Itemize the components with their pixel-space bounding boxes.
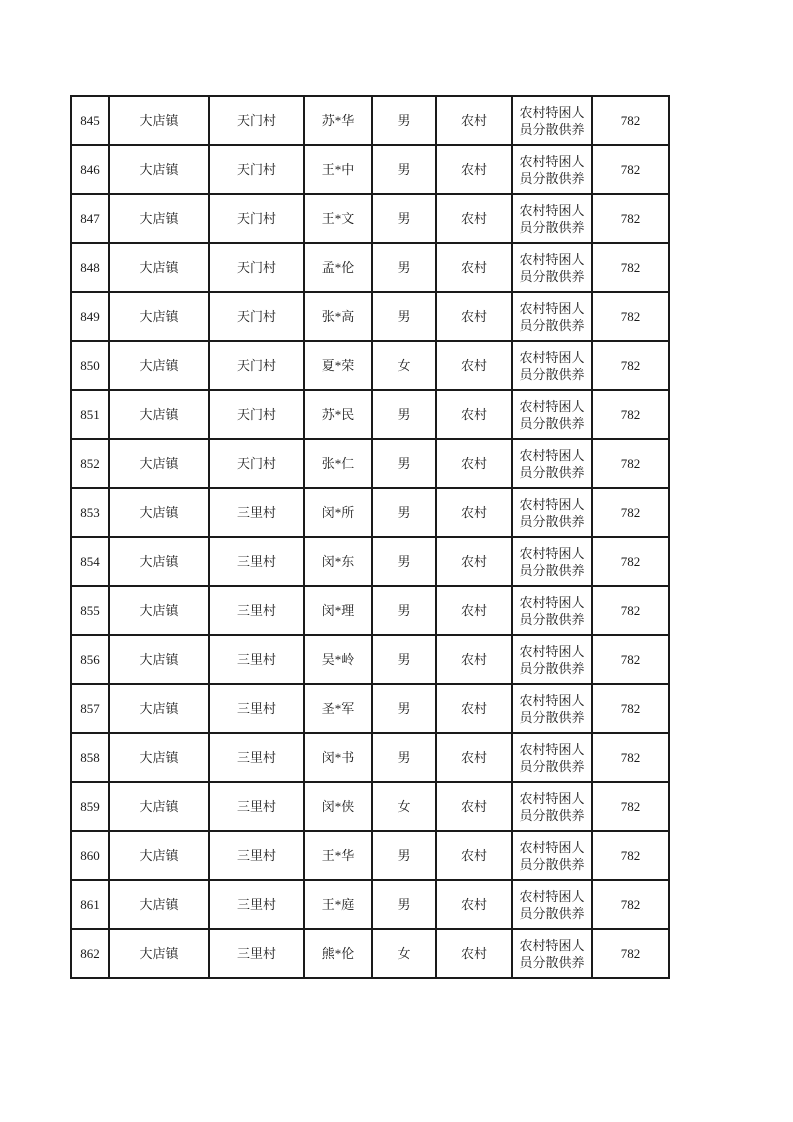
cell-name: 王*中: [304, 145, 372, 194]
cell-area-type: 农村: [436, 488, 512, 537]
table-row: [71, 880, 669, 929]
cell-area-type: 农村: [436, 341, 512, 390]
cell-amount: 782: [592, 537, 669, 586]
cell-support-category: 农村特困人员分散供养: [512, 929, 592, 978]
cell-gender: 男: [372, 831, 436, 880]
cell-serial-number: 850: [71, 341, 109, 390]
cell-village: 天门村: [209, 243, 304, 292]
cell-support-category: 农村特困人员分散供养: [512, 782, 592, 831]
cell-village: 天门村: [209, 292, 304, 341]
cell-area-type: 农村: [436, 390, 512, 439]
cell-serial-number: 858: [71, 733, 109, 782]
cell-support-category: 农村特困人员分散供养: [512, 537, 592, 586]
cell-area-type: 农村: [436, 586, 512, 635]
cell-gender: 男: [372, 194, 436, 243]
cell-name: 王*庭: [304, 880, 372, 929]
cell-amount: 782: [592, 586, 669, 635]
cell-area-type: 农村: [436, 635, 512, 684]
cell-amount: 782: [592, 243, 669, 292]
cell-gender: 男: [372, 635, 436, 684]
cell-serial-number: 862: [71, 929, 109, 978]
cell-name: 闵*侠: [304, 782, 372, 831]
cell-area-type: 农村: [436, 880, 512, 929]
cell-name: 圣*军: [304, 684, 372, 733]
cell-gender: 男: [372, 880, 436, 929]
table-row: [71, 586, 669, 635]
cell-area-type: 农村: [436, 292, 512, 341]
cell-village: 三里村: [209, 831, 304, 880]
cell-area-type: 农村: [436, 733, 512, 782]
cell-village: 天门村: [209, 390, 304, 439]
cell-support-category: 农村特困人员分散供养: [512, 145, 592, 194]
table-row: [71, 488, 669, 537]
table-row: [71, 439, 669, 488]
cell-support-category: 农村特困人员分散供养: [512, 390, 592, 439]
cell-serial-number: 860: [71, 831, 109, 880]
cell-amount: 782: [592, 390, 669, 439]
cell-gender: 女: [372, 782, 436, 831]
cell-town: 大店镇: [109, 733, 209, 782]
beneficiary-table: [70, 95, 670, 979]
cell-town: 大店镇: [109, 96, 209, 145]
cell-amount: 782: [592, 880, 669, 929]
cell-name: 王*华: [304, 831, 372, 880]
cell-town: 大店镇: [109, 341, 209, 390]
cell-name: 夏*荣: [304, 341, 372, 390]
cell-town: 大店镇: [109, 782, 209, 831]
cell-village: 三里村: [209, 733, 304, 782]
cell-town: 大店镇: [109, 537, 209, 586]
cell-support-category: 农村特困人员分散供养: [512, 831, 592, 880]
cell-serial-number: 847: [71, 194, 109, 243]
cell-support-category: 农村特困人员分散供养: [512, 684, 592, 733]
cell-village: 三里村: [209, 880, 304, 929]
cell-town: 大店镇: [109, 831, 209, 880]
cell-serial-number: 846: [71, 145, 109, 194]
cell-support-category: 农村特困人员分散供养: [512, 96, 592, 145]
cell-serial-number: 849: [71, 292, 109, 341]
table-row: [71, 341, 669, 390]
table-row: [71, 684, 669, 733]
table-row: [71, 243, 669, 292]
cell-town: 大店镇: [109, 684, 209, 733]
cell-village: 三里村: [209, 635, 304, 684]
cell-area-type: 农村: [436, 782, 512, 831]
cell-town: 大店镇: [109, 390, 209, 439]
cell-support-category: 农村特困人员分散供养: [512, 733, 592, 782]
cell-serial-number: 855: [71, 586, 109, 635]
cell-serial-number: 856: [71, 635, 109, 684]
cell-area-type: 农村: [436, 145, 512, 194]
cell-support-category: 农村特困人员分散供养: [512, 194, 592, 243]
table-row: [71, 96, 669, 145]
cell-gender: 女: [372, 341, 436, 390]
cell-village: 三里村: [209, 684, 304, 733]
cell-town: 大店镇: [109, 929, 209, 978]
table-row: [71, 194, 669, 243]
cell-town: 大店镇: [109, 880, 209, 929]
cell-amount: 782: [592, 831, 669, 880]
cell-area-type: 农村: [436, 537, 512, 586]
cell-name: 苏*民: [304, 390, 372, 439]
table-row: [71, 831, 669, 880]
cell-support-category: 农村特困人员分散供养: [512, 586, 592, 635]
cell-support-category: 农村特困人员分散供养: [512, 292, 592, 341]
cell-village: 天门村: [209, 439, 304, 488]
cell-amount: 782: [592, 733, 669, 782]
cell-town: 大店镇: [109, 145, 209, 194]
cell-serial-number: 852: [71, 439, 109, 488]
cell-serial-number: 857: [71, 684, 109, 733]
cell-name: 王*文: [304, 194, 372, 243]
table-row: [71, 782, 669, 831]
cell-gender: 男: [372, 96, 436, 145]
table-row: [71, 537, 669, 586]
cell-serial-number: 853: [71, 488, 109, 537]
cell-amount: 782: [592, 684, 669, 733]
cell-town: 大店镇: [109, 439, 209, 488]
cell-name: 吴*岭: [304, 635, 372, 684]
cell-name: 闵*东: [304, 537, 372, 586]
cell-village: 三里村: [209, 537, 304, 586]
cell-support-category: 农村特困人员分散供养: [512, 243, 592, 292]
cell-serial-number: 859: [71, 782, 109, 831]
cell-gender: 男: [372, 145, 436, 194]
cell-town: 大店镇: [109, 586, 209, 635]
cell-serial-number: 861: [71, 880, 109, 929]
cell-village: 天门村: [209, 96, 304, 145]
cell-amount: 782: [592, 488, 669, 537]
cell-gender: 男: [372, 390, 436, 439]
cell-amount: 782: [592, 929, 669, 978]
cell-name: 闵*书: [304, 733, 372, 782]
cell-gender: 女: [372, 929, 436, 978]
table-row: [71, 145, 669, 194]
cell-serial-number: 848: [71, 243, 109, 292]
cell-town: 大店镇: [109, 292, 209, 341]
cell-village: 三里村: [209, 929, 304, 978]
cell-gender: 男: [372, 488, 436, 537]
cell-amount: 782: [592, 782, 669, 831]
table-row: [71, 929, 669, 978]
cell-support-category: 农村特困人员分散供养: [512, 880, 592, 929]
cell-amount: 782: [592, 96, 669, 145]
cell-serial-number: 854: [71, 537, 109, 586]
table-row: [71, 635, 669, 684]
cell-village: 三里村: [209, 782, 304, 831]
cell-town: 大店镇: [109, 243, 209, 292]
cell-name: 闵*理: [304, 586, 372, 635]
cell-support-category: 农村特困人员分散供养: [512, 635, 592, 684]
cell-serial-number: 845: [71, 96, 109, 145]
cell-name: 张*仁: [304, 439, 372, 488]
cell-area-type: 农村: [436, 194, 512, 243]
cell-name: 苏*华: [304, 96, 372, 145]
cell-area-type: 农村: [436, 439, 512, 488]
cell-amount: 782: [592, 145, 669, 194]
cell-amount: 782: [592, 439, 669, 488]
cell-village: 三里村: [209, 586, 304, 635]
cell-gender: 男: [372, 586, 436, 635]
cell-support-category: 农村特困人员分散供养: [512, 488, 592, 537]
cell-gender: 男: [372, 292, 436, 341]
cell-name: 闵*所: [304, 488, 372, 537]
cell-gender: 男: [372, 684, 436, 733]
cell-area-type: 农村: [436, 243, 512, 292]
cell-area-type: 农村: [436, 96, 512, 145]
cell-town: 大店镇: [109, 488, 209, 537]
cell-name: 孟*伦: [304, 243, 372, 292]
cell-village: 天门村: [209, 145, 304, 194]
cell-support-category: 农村特困人员分散供养: [512, 439, 592, 488]
cell-amount: 782: [592, 635, 669, 684]
table-body: [71, 96, 669, 978]
cell-village: 天门村: [209, 341, 304, 390]
cell-area-type: 农村: [436, 929, 512, 978]
cell-town: 大店镇: [109, 194, 209, 243]
cell-gender: 男: [372, 243, 436, 292]
cell-name: 张*高: [304, 292, 372, 341]
cell-village: 三里村: [209, 488, 304, 537]
cell-area-type: 农村: [436, 831, 512, 880]
cell-village: 天门村: [209, 194, 304, 243]
cell-amount: 782: [592, 292, 669, 341]
cell-gender: 男: [372, 733, 436, 782]
cell-town: 大店镇: [109, 635, 209, 684]
cell-amount: 782: [592, 194, 669, 243]
table-row: [71, 733, 669, 782]
cell-gender: 男: [372, 537, 436, 586]
cell-amount: 782: [592, 341, 669, 390]
cell-name: 熊*伦: [304, 929, 372, 978]
cell-area-type: 农村: [436, 684, 512, 733]
cell-support-category: 农村特困人员分散供养: [512, 341, 592, 390]
cell-gender: 男: [372, 439, 436, 488]
table-row: [71, 292, 669, 341]
table-row: [71, 390, 669, 439]
cell-serial-number: 851: [71, 390, 109, 439]
